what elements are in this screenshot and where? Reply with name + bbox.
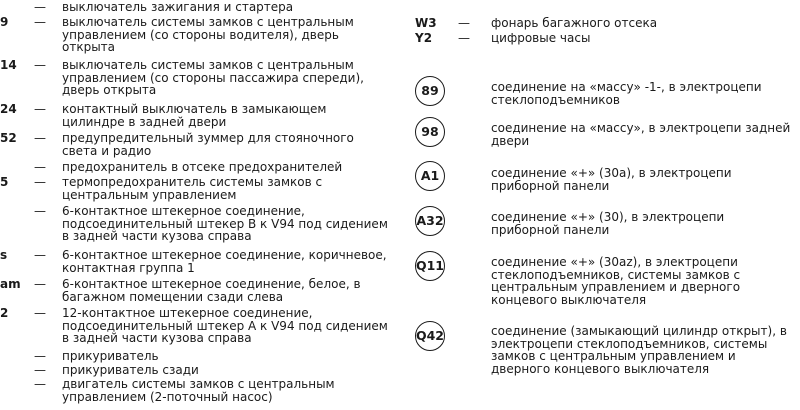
entry-dash: — [34,131,46,145]
entry-dash: — [34,248,46,262]
entry-dash: — [34,204,46,218]
entry-code: 14 [0,58,17,72]
entry-dash: — [458,16,470,30]
connection-text: соединение «+» (30а), в электроцепи приборной панели [491,166,732,193]
entry-dash: — [34,363,46,377]
entry-code: s [0,248,8,262]
entry-code: 52 [0,131,17,145]
entry-dash: — [34,15,46,29]
entry-text: предупредительный зуммер для стояночного света и радио [62,131,354,158]
entry-code: W3 [415,16,437,30]
connection-code-badge: Q11 [415,251,445,281]
entry-dash: — [34,277,46,291]
entry-dash: — [34,175,46,189]
entry-dash: — [34,377,46,391]
entry-text: термопредохранитель системы замков с центральным управлением [62,175,323,202]
entry-text: двигатель системы замков с центральным управлением (2-поточный насос) [62,377,335,404]
connection-code-badge: Q42 [415,321,445,351]
connection-text: соединение «+» (30), в электроцепи приборной панели [491,210,725,237]
entry-dash: — [34,160,46,174]
entry-dash: — [458,31,470,45]
entry-text: 6-контактное штекерное соединение, белое, в багажном помещении сзади слева [62,277,361,304]
connection-text: соединение на «массу» -1-, в электроцепи стеклоподъемников [491,80,762,107]
entry-code: 5 [0,175,9,189]
entry-dash: — [34,306,46,320]
connection-code-badge: 98 [415,117,445,147]
entry-code: 24 [0,102,17,116]
entry-code: Y2 [415,31,433,45]
entry-text: прикуриватель сзади [62,363,199,377]
entry-text: фонарь багажного отсека [491,16,658,30]
entry-text: 6-контактное штекерное соединение, коричневое, контактная группа 1 [62,248,387,275]
connection-text: соединение (замыкающий цилиндр открыт), в электроцепи стеклоподъемников, системы замков с центральным управлением и дверного концевого выключателя [491,324,787,376]
connection-text: соединение «+» (30az), в электроцепи стеклоподъемников, системы замков с центральным управлением и дверного концевого выключателя [491,255,741,307]
entry-text: цифровые часы [491,31,591,45]
connection-text: соединение на «массу», в электроцепи задней двери [491,121,791,148]
connection-code-badge: A1 [415,161,445,191]
entry-text: выключатель системы замков с центральным управлением (со стороны водителя), дверь открыта [62,15,354,55]
connection-code-badge: A32 [415,206,445,236]
entry-dash: — [34,349,46,363]
connection-code-badge: 89 [415,76,445,106]
entry-text: выключатель системы замков с центральным управлением (со стороны пассажира спереди), дверь открыта [62,58,364,98]
entry-text: предохранитель в отсеке предохранителей [62,160,343,174]
entry-dash: — [34,58,46,72]
entry-text: выключатель зажигания и стартера [62,0,294,14]
entry-dash: — [34,102,46,116]
entry-text: 12-контактное штекерное соединение, подсоединительный штекер А к V94 под сидением в задней части кузова справа [62,306,388,346]
entry-text: прикуриватель [62,349,159,363]
entry-code: 2 [0,306,9,320]
entry-code: 9 [0,15,9,29]
entry-text: 6-контактное штекерное соединение, подсоединительный штекер В к V94 под сидением в задней части кузова справа [62,204,388,244]
entry-code: am [0,277,21,291]
entry-text: контактный выключатель в замыкающем цилиндре в задней двери [62,102,327,129]
entry-dash: — [34,0,46,14]
